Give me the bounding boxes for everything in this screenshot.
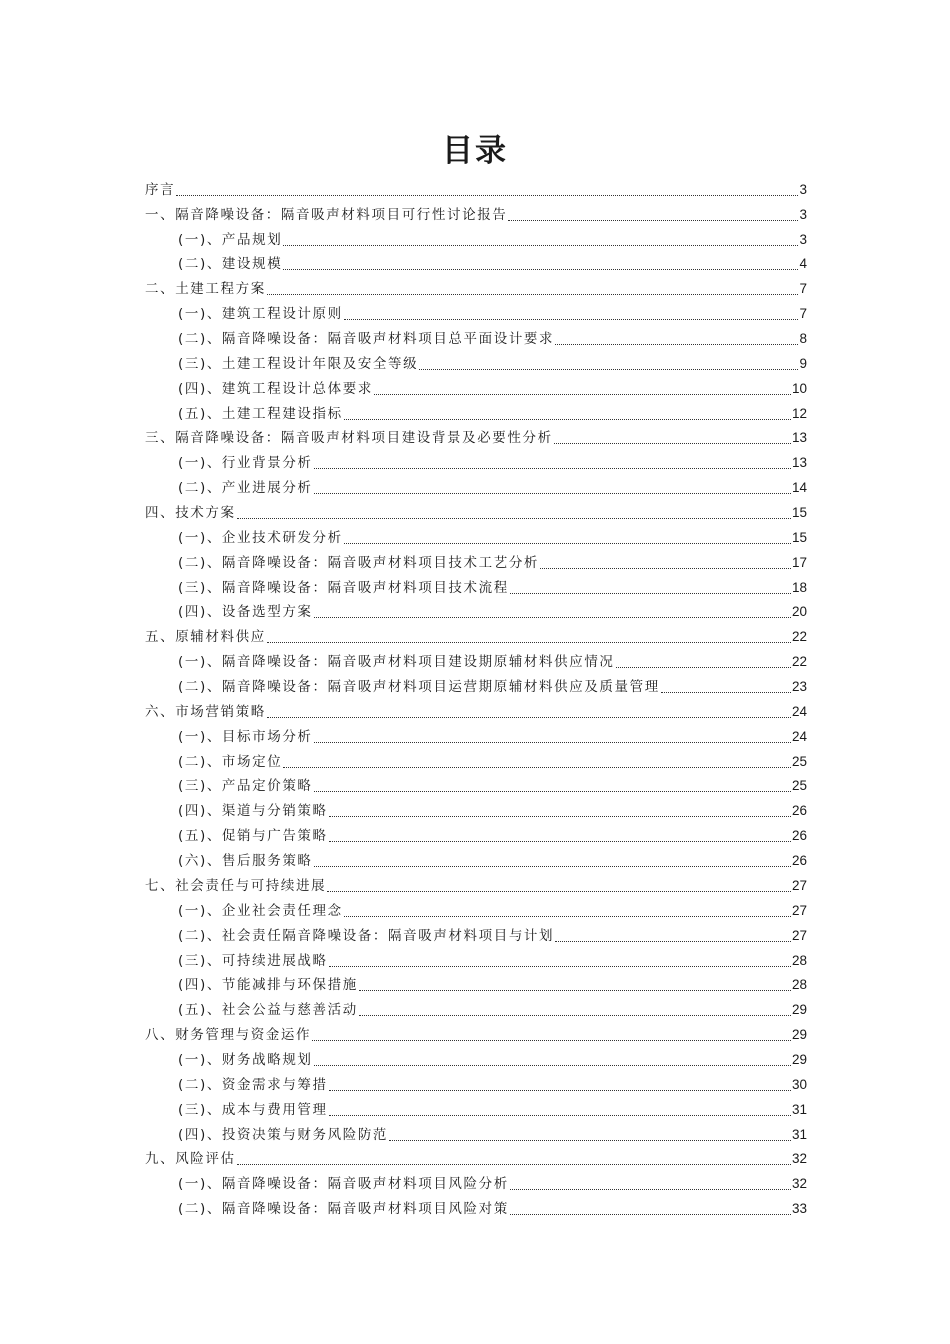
toc-page-number: 32 (791, 1176, 807, 1192)
toc-page-number: 3 (799, 181, 807, 197)
toc-entry-label: 四、技术方案 (145, 505, 236, 522)
toc-dot-leader (314, 866, 791, 867)
toc-page-number: 30 (791, 1076, 807, 1092)
toc-page-number: 23 (791, 679, 807, 695)
toc-page-number: 27 (791, 877, 807, 893)
toc-page-number: 29 (791, 1002, 807, 1018)
toc-dot-leader (314, 1065, 791, 1066)
toc-dot-leader (267, 717, 791, 718)
toc-page-number: 13 (791, 430, 807, 446)
toc-subentry[interactable] (145, 722, 807, 747)
toc-title: 目录 (442, 133, 508, 169)
toc-entry-label: 六、市场营销策略 (145, 703, 266, 720)
toc-subentry[interactable] (145, 772, 807, 797)
toc-entry-label: 三、隔音降噪设备：隔音吸声材料项目建设背景及必要性分析 (145, 430, 553, 447)
toc-page-number: 25 (791, 753, 807, 769)
toc-entry-label: (一)、目标市场分析 (178, 728, 313, 745)
toc-dot-leader (314, 617, 791, 618)
toc-dot-leader (329, 1115, 791, 1116)
toc-entry[interactable] (145, 1020, 807, 1045)
toc-entry-label: (二)、隔音降噪设备：隔音吸声材料项目运营期原辅材料供应及质量管理 (178, 679, 660, 696)
toc-dot-leader (237, 1164, 791, 1165)
toc-entry-label: (一)、隔音降噪设备：隔音吸声材料项目风险分析 (178, 1176, 509, 1193)
toc-subentry[interactable] (145, 846, 807, 871)
toc-dot-leader (510, 593, 791, 594)
toc-entry-label: 九、风险评估 (145, 1151, 236, 1168)
toc-page-number: 26 (791, 828, 807, 844)
toc-page-number: 7 (799, 306, 807, 322)
toc-entry-label: 五、原辅材料供应 (145, 629, 266, 646)
toc-entry-label: (二)、隔音降噪设备：隔音吸声材料项目风险对策 (178, 1201, 509, 1218)
toc-page-number: 26 (791, 853, 807, 869)
toc-page-number: 8 (799, 331, 807, 347)
toc-page-number: 15 (791, 505, 807, 521)
toc-subentry[interactable] (145, 971, 807, 996)
toc-subentry[interactable] (145, 995, 807, 1020)
toc-page-number: 33 (791, 1201, 807, 1217)
toc-entry-label: (二)、市场定位 (178, 753, 283, 770)
toc-dot-leader (555, 344, 798, 345)
toc-entry[interactable] (145, 1145, 807, 1170)
toc-dot-leader (554, 443, 791, 444)
toc-subentry[interactable] (145, 946, 807, 971)
toc-subentry[interactable] (145, 647, 807, 672)
toc-dot-leader (344, 543, 791, 544)
table-of-contents (145, 175, 807, 1219)
toc-page-number: 25 (791, 778, 807, 794)
toc-entry-label: (五)、社会公益与慈善活动 (178, 1002, 358, 1019)
toc-subentry[interactable] (145, 598, 807, 623)
toc-page-number: 3 (799, 206, 807, 222)
toc-subentry[interactable] (145, 1169, 807, 1194)
toc-dot-leader (329, 966, 791, 967)
toc-entry-label: (二)、社会责任隔音降噪设备：隔音吸声材料项目与计划 (178, 927, 555, 944)
toc-subentry[interactable] (145, 1070, 807, 1095)
toc-entry-label: (二)、隔音降噪设备：隔音吸声材料项目技术工艺分析 (178, 554, 540, 571)
toc-subentry[interactable] (145, 1045, 807, 1070)
toc-dot-leader (329, 1090, 791, 1091)
toc-page-number: 28 (791, 977, 807, 993)
toc-page-number: 26 (791, 803, 807, 819)
toc-dot-leader (555, 941, 791, 942)
toc-entry-label: (一)、隔音降噪设备：隔音吸声材料项目建设期原辅材料供应情况 (178, 654, 615, 671)
toc-entry-label: (三)、隔音降噪设备：隔音吸声材料项目技术流程 (178, 579, 509, 596)
toc-subentry[interactable] (145, 672, 807, 697)
toc-entry-label: (一)、企业技术研发分析 (178, 529, 343, 546)
toc-dot-leader (327, 891, 791, 892)
toc-entry-label: 序言 (145, 181, 176, 198)
toc-dot-leader (314, 493, 791, 494)
toc-dot-leader (359, 1015, 791, 1016)
toc-subentry[interactable] (145, 225, 807, 250)
toc-entry-label: (一)、企业社会责任理念 (178, 902, 343, 919)
toc-page-number: 9 (799, 355, 807, 371)
toc-page-number: 18 (791, 579, 807, 595)
toc-subentry[interactable] (145, 1120, 807, 1145)
toc-dot-leader (344, 419, 791, 420)
toc-entry-label: (二)、隔音降噪设备：隔音吸声材料项目总平面设计要求 (178, 331, 555, 348)
toc-dot-leader (267, 642, 791, 643)
toc-page-number: 27 (791, 902, 807, 918)
toc-entry-label: 七、社会责任与可持续进展 (145, 877, 327, 894)
toc-dot-leader (510, 1214, 791, 1215)
toc-entry-label: (三)、可持续进展战略 (178, 952, 328, 969)
toc-dot-leader (540, 568, 791, 569)
toc-entry[interactable] (145, 175, 807, 200)
toc-subentry[interactable] (145, 399, 807, 424)
toc-dot-leader (344, 916, 791, 917)
toc-entry-label: (五)、促销与广告策略 (178, 828, 328, 845)
toc-subentry[interactable] (145, 299, 807, 324)
toc-subentry[interactable] (145, 473, 807, 498)
toc-page-number: 24 (791, 703, 807, 719)
toc-subentry[interactable] (145, 921, 807, 946)
toc-dot-leader (176, 195, 798, 196)
toc-page-number: 17 (791, 554, 807, 570)
toc-dot-leader (283, 767, 791, 768)
toc-entry[interactable] (145, 871, 807, 896)
toc-entry-label: 二、土建工程方案 (145, 281, 266, 298)
toc-entry-label: (四)、渠道与分销策略 (178, 803, 328, 820)
toc-entry-label: (三)、产品定价策略 (178, 778, 313, 795)
toc-subentry[interactable] (145, 349, 807, 374)
toc-subentry[interactable] (145, 1095, 807, 1120)
toc-entry[interactable] (145, 424, 807, 449)
toc-entry[interactable] (145, 498, 807, 523)
toc-page-number: 20 (791, 604, 807, 620)
toc-page-number: 29 (791, 1051, 807, 1067)
toc-page-number: 7 (799, 281, 807, 297)
toc-page-number: 12 (791, 405, 807, 421)
toc-page-number: 22 (791, 654, 807, 670)
toc-page-number: 22 (791, 629, 807, 645)
toc-page-number: 15 (791, 529, 807, 545)
toc-subentry[interactable] (145, 548, 807, 573)
toc-entry-label: (四)、设备选型方案 (178, 604, 313, 621)
toc-dot-leader (314, 468, 791, 469)
toc-subentry[interactable] (145, 250, 807, 275)
toc-entry-label: (二)、产业进展分析 (178, 480, 313, 497)
toc-entry[interactable] (145, 200, 807, 225)
toc-page-number: 32 (791, 1151, 807, 1167)
toc-dot-leader (267, 294, 799, 295)
toc-entry-label: (一)、财务战略规划 (178, 1051, 313, 1068)
toc-page-number: 31 (791, 1101, 807, 1117)
toc-subentry[interactable] (145, 374, 807, 399)
toc-page-number: 28 (791, 952, 807, 968)
toc-subentry[interactable] (145, 821, 807, 846)
toc-subentry[interactable] (145, 796, 807, 821)
toc-dot-leader (237, 518, 791, 519)
toc-entry-label: (四)、投资决策与财务风险防范 (178, 1126, 389, 1143)
toc-dot-leader (329, 816, 791, 817)
toc-dot-leader (312, 1040, 791, 1041)
toc-entry-label: (一)、建筑工程设计原则 (178, 306, 343, 323)
toc-subentry[interactable] (145, 1194, 807, 1219)
toc-dot-leader (329, 841, 791, 842)
toc-entry[interactable] (145, 622, 807, 647)
toc-entry-label: (六)、售后服务策略 (178, 853, 313, 870)
toc-dot-leader (344, 319, 799, 320)
toc-page-number: 13 (791, 455, 807, 471)
toc-page-number: 29 (791, 1027, 807, 1043)
toc-entry-label: (一)、产品规划 (178, 231, 283, 248)
toc-entry[interactable] (145, 697, 807, 722)
toc-entry[interactable] (145, 274, 807, 299)
toc-page-number: 14 (791, 480, 807, 496)
toc-entry-label: (三)、土建工程设计年限及安全等级 (178, 355, 419, 372)
toc-subentry[interactable] (145, 747, 807, 772)
toc-dot-leader (314, 791, 791, 792)
toc-page-number: 10 (791, 380, 807, 396)
toc-dot-leader (510, 1189, 791, 1190)
toc-page-number: 27 (791, 927, 807, 943)
toc-entry-label: (四)、节能减排与环保措施 (178, 977, 358, 994)
toc-subentry[interactable] (145, 324, 807, 349)
toc-dot-leader (616, 667, 791, 668)
toc-page-number: 3 (799, 231, 807, 247)
toc-dot-leader (661, 692, 791, 693)
toc-dot-leader (314, 742, 791, 743)
toc-dot-leader (389, 1140, 791, 1141)
toc-subentry[interactable] (145, 523, 807, 548)
toc-entry-label: (二)、建设规模 (178, 256, 283, 273)
toc-entry-label: (三)、成本与费用管理 (178, 1101, 328, 1118)
toc-entry-label: 一、隔音降噪设备：隔音吸声材料项目可行性讨论报告 (145, 206, 508, 223)
toc-subentry[interactable] (145, 573, 807, 598)
toc-subentry[interactable] (145, 448, 807, 473)
toc-dot-leader (374, 394, 791, 395)
toc-dot-leader (419, 369, 798, 370)
toc-dot-leader (283, 269, 798, 270)
toc-dot-leader (359, 990, 791, 991)
toc-page-number: 31 (791, 1126, 807, 1142)
toc-entry-label: (一)、行业背景分析 (178, 455, 313, 472)
toc-entry-label: (二)、资金需求与筹措 (178, 1076, 328, 1093)
toc-dot-leader (508, 220, 798, 221)
toc-entry-label: (五)、土建工程建设指标 (178, 405, 343, 422)
toc-entry-label: 八、财务管理与资金运作 (145, 1027, 312, 1044)
toc-subentry[interactable] (145, 896, 807, 921)
toc-dot-leader (283, 245, 798, 246)
toc-page-number: 4 (799, 256, 807, 272)
toc-page-number: 24 (791, 728, 807, 744)
toc-entry-label: (四)、建筑工程设计总体要求 (178, 380, 373, 397)
